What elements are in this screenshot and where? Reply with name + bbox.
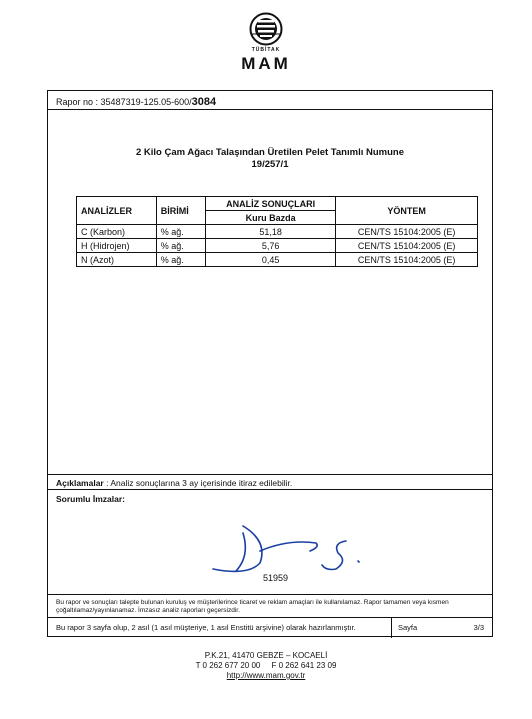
footer-page-number: 3/3 (473, 623, 484, 632)
logo-org: TÜBİTAK (251, 47, 281, 53)
results-table (76, 196, 478, 267)
row-method: CEN/TS 15104:2005 (E) (336, 239, 478, 253)
website-link[interactable]: http://www.mam.gov.tr (226, 671, 306, 680)
table-row (77, 253, 478, 267)
row-unit: % ağ. (156, 225, 205, 239)
divider (48, 474, 492, 475)
divider (48, 617, 492, 618)
signature-number: 51959 (263, 573, 289, 583)
divider (48, 594, 492, 595)
header-sonuclar: ANALİZ SONUÇLARI (205, 197, 335, 211)
table-row (77, 225, 478, 239)
address-line2: T 0 262 677 20 00 F 0 262 641 23 09 (195, 661, 337, 670)
aciklamalar (56, 478, 292, 488)
header-birimi: BİRİMİ (156, 197, 205, 225)
report-number-prefix: 35487319-125.05-600/ (100, 97, 192, 107)
aciklamalar-label: Açıklamalar (56, 478, 104, 488)
footer-sayfa-label: Sayfa (398, 623, 418, 632)
signature-scribble (198, 521, 388, 576)
divider (391, 617, 392, 638)
row-value: 51,18 (205, 225, 335, 239)
row-value: 5,76 (205, 239, 335, 253)
footer-text: Bu rapor 3 sayfa olup, 2 asıl (1 asıl müşteriye, 1 asıl Enstitü arşivine) olarak hazırlanmıştır. (56, 623, 356, 632)
divider (48, 109, 492, 110)
report-label: Rapor no : (56, 97, 99, 107)
row-name: C (Karbon) (77, 225, 157, 239)
aciklamalar-text: : Analiz sonuçlarına 3 ay içerisinde itiraz edilebilir. (106, 478, 293, 488)
header-yontem: YÖNTEM (336, 197, 478, 225)
sorumlu-imzalar-label: Sorumlu İmzalar: (56, 494, 125, 504)
row-unit: % ağ. (156, 239, 205, 253)
address-line1: P.K.21, 41470 GEBZE – KOCAELİ (204, 651, 328, 660)
row-value: 0,45 (205, 253, 335, 267)
row-name: H (Hidrojen) (77, 239, 157, 253)
row-unit: % ağ. (156, 253, 205, 267)
row-name: N (Azot) (77, 253, 157, 267)
disclaimer: Bu rapor ve sonuçları talepte bulunan kuruluş ve müşterilerince ticaret ve reklam amaçları ile kullanılamaz. Rapor tamamen veya kısmen çoğaltılamaz/yayınlanamaz. İmzasız analiz raporları geçersizdir. (56, 599, 449, 614)
divider (48, 489, 492, 490)
tubitak-emblem-icon (249, 12, 283, 46)
sample-title-line2: 19/257/1 (251, 159, 289, 170)
sample-title-line1: 2 Kilo Çam Ağacı Talaşından Üretilen Pelet Tanımlı Numune (136, 147, 404, 158)
report-number (56, 96, 216, 108)
report-number-suffix: 3084 (191, 96, 217, 108)
row-method: CEN/TS 15104:2005 (E) (336, 225, 478, 239)
tubitak-logo (236, 12, 296, 82)
sample-title (48, 147, 492, 171)
header-kuru-bazda: Kuru Bazda (205, 211, 335, 225)
address-block (0, 651, 532, 681)
logo-name: MAM (241, 54, 291, 73)
header-analizler: ANALİZLER (77, 197, 157, 225)
table-row (77, 239, 478, 253)
report-frame (47, 90, 493, 637)
row-method: CEN/TS 15104:2005 (E) (336, 253, 478, 267)
